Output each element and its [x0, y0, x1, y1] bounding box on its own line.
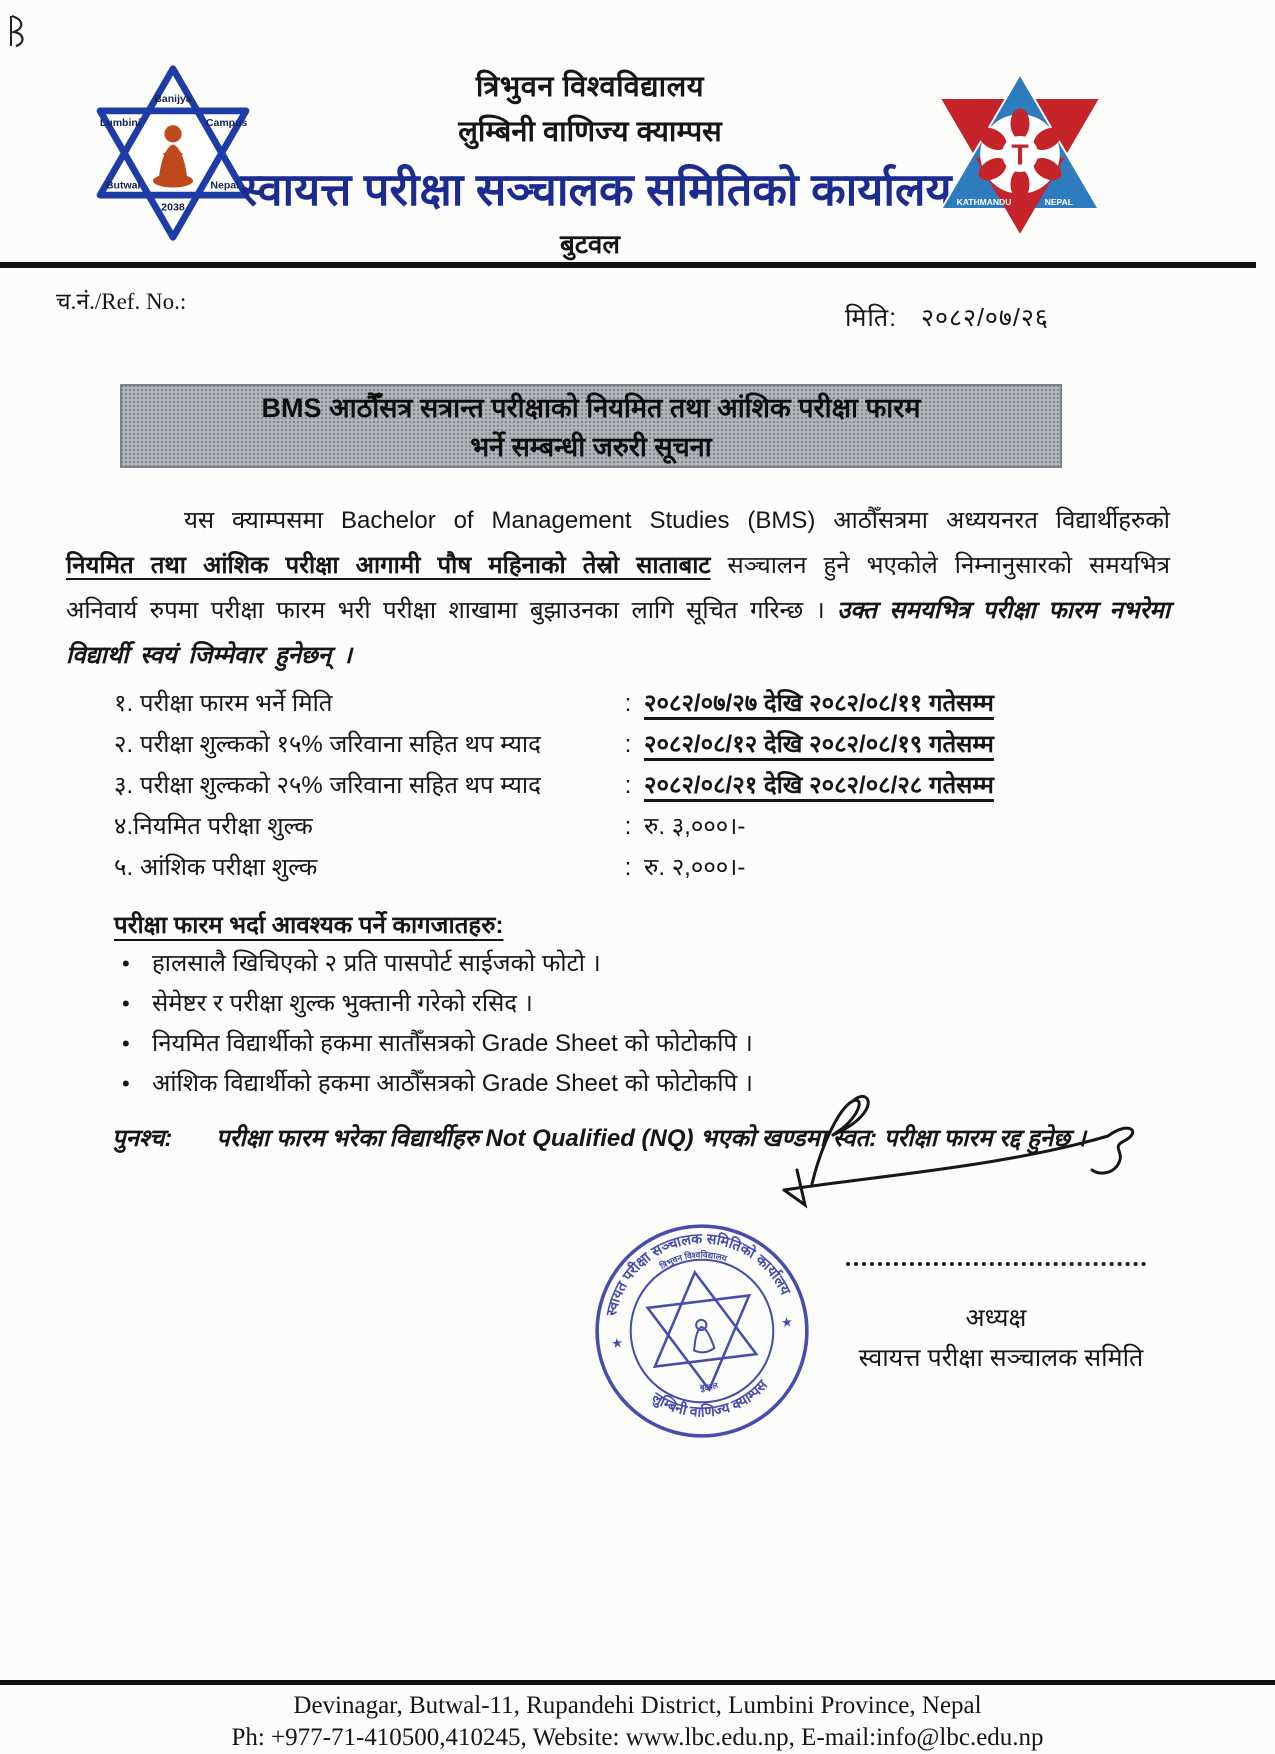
row-colon: : — [624, 813, 632, 840]
row-label: आंशिक परीक्षा शुल्क — [139, 854, 318, 881]
signature-dotted-line — [846, 1262, 1146, 1266]
row-value: २०८२/०७/२७ देखि २०८२/०८/११ गतेसम्म — [644, 690, 994, 717]
postscript-seg2: भएको खण्डमा स्वत: परीक्षा फारम रद्द हुनेछ । — [693, 1125, 1086, 1152]
stamp-office-text: स्वायत परीक्षा सञ्चालक समितिको कार्यालय — [603, 1231, 794, 1318]
row-value: २०८२/०८/१२ देखि २०८२/०८/१९ गतेसम्म — [644, 731, 994, 758]
row-colon: : — [624, 731, 632, 758]
schedule-row — [114, 850, 1164, 891]
signatory-committee: स्वायत्त परीक्षा सञ्चालक समिति — [858, 1344, 1144, 1372]
campus-name: लुम्बिनी वाणिज्य क्याम्पस — [458, 116, 722, 148]
campus-logo — [82, 62, 264, 244]
campus-logo-label-year: 2038 — [161, 201, 185, 214]
row-label: परीक्षा शुल्कको १५% जरिवाना सहित थप म्याद — [139, 731, 541, 758]
postscript-seg1: परीक्षा फारम भरेका विद्यार्थीहरु — [216, 1125, 486, 1152]
row-label: नियमित परीक्षा शुल्क — [133, 813, 313, 840]
stamp-university-text: त्रिभुवन विश्वविद्यालय — [658, 1249, 729, 1272]
schedule-row — [114, 809, 1164, 850]
notice-title-box — [120, 384, 1062, 468]
notice-title-line1: BMS आठौँसत्र सत्रान्त परीक्षाको नियमित तथा आंशिक परीक्षा फारम — [261, 393, 921, 423]
city-name: बुटवल — [559, 229, 621, 259]
row-value: रु. २,०००।- — [644, 854, 746, 881]
signature-scribble — [726, 1072, 1162, 1218]
list-item — [122, 1026, 1122, 1066]
letterhead — [240, 66, 952, 261]
campus-logo-label-banijya: Banijya — [154, 93, 192, 106]
schedule-row — [114, 727, 1164, 768]
row-value: रु. ३,०००।- — [644, 813, 746, 840]
row-value: २०८२/०८/२१ देखि २०८२/०८/२८ गतेसम्म — [644, 772, 994, 799]
tribhuvan-university-logo — [930, 68, 1110, 240]
bullet-icon: • — [122, 991, 130, 1016]
date-line — [845, 300, 1049, 334]
row-number: ४. — [114, 813, 134, 840]
stamp-star-right: ★ — [780, 1314, 794, 1331]
signatory-role: अध्यक्ष — [965, 1304, 1027, 1332]
row-number: २. — [114, 731, 134, 758]
list-item-text: नियमित विद्यार्थीको हकमा सातौँसत्रको Grade Sheet को फोटोकपि । — [152, 1030, 753, 1057]
row-number: ५. — [114, 854, 134, 881]
header-divider-rule — [0, 262, 1256, 268]
footer-divider-rule — [0, 1680, 1275, 1685]
campus-logo-label-campus: Campus — [205, 117, 248, 130]
stamp-star-left: ★ — [610, 1334, 624, 1352]
para-middle: सञ्चालन हुने भएकोले निम्नानुसारको समयभित्र अनिवार्य रुपमा परीक्षा फारम भरी परीक्षा शाखामा बुझाउनका लागि सूचित गरिन्छ । — [66, 552, 1170, 624]
documents-heading: परीक्षा फारम भर्दा आवश्यक पर्ने कागजातहरु: — [114, 912, 504, 939]
campus-logo-label-butwal: Butwal — [105, 179, 141, 192]
para-underlined-dates: नियमित तथा आंशिक परीक्षा आगामी पौष महिनाको तेस्रो साताबाट — [66, 552, 711, 579]
row-number: ३. — [114, 772, 134, 799]
schedule-row — [114, 768, 1164, 809]
row-colon: : — [624, 854, 632, 881]
list-item — [122, 986, 1122, 1026]
footer-contact: Ph: +977-71-410500,410245, Website: www.lbc.edu.np, E-mail:info@lbc.edu.np — [231, 1724, 1044, 1751]
list-item — [122, 946, 1122, 986]
campus-logo-label-nepal: Nepal — [210, 179, 240, 192]
office-stamp — [577, 1205, 827, 1457]
row-number: १. — [114, 690, 134, 717]
bullet-icon: • — [122, 1031, 130, 1056]
list-item-text: हालसालै खिचिएको २ प्रति पासपोर्ट साईजको फोटो । — [152, 950, 601, 977]
notice-body-paragraph — [66, 498, 1170, 678]
office-name: स्वायत्त परीक्षा सञ्चालक समितिको कार्यालय — [240, 164, 952, 215]
para-intro: यस क्याम्पसमा Bachelor of Management Studies (BMS) आठौँसत्रमा अध्ययनरत विद्यार्थीहरुको — [184, 507, 1170, 534]
date-label: मिति: — [845, 304, 898, 332]
tu-logo-nepal-label: NEPAL — [1044, 197, 1073, 208]
reference-number-label: च.नं./Ref. No.: — [56, 289, 187, 314]
exam-schedule-list — [114, 686, 1164, 891]
schedule-row — [114, 686, 1164, 727]
date-value: २०८२/०७/२६ — [920, 304, 1049, 332]
university-name: त्रिभुवन विश्वविद्यालय — [475, 71, 705, 103]
svg-text:बुटवल — [698, 1381, 720, 1394]
tu-logo-kathmandu-label: KATHMANDU — [956, 197, 1012, 208]
list-item-text: आंशिक विद्यार्थीको हकमा आठौँसत्रको Grade Sheet को फोटोकपि । — [152, 1070, 753, 1097]
notice-title-line2: भर्ने सम्बन्धी जरुरी सूचना — [470, 432, 712, 462]
list-item-text: सेमेष्टर र परीक्षा शुल्क भुक्तानी गरेको रसिद । — [152, 990, 533, 1017]
row-label: परीक्षा फारम भर्ने मिति — [139, 690, 333, 717]
row-colon: : — [624, 772, 632, 799]
scan-artifact-mark — [8, 14, 30, 48]
tu-logo-monogram: T — [1011, 139, 1029, 172]
row-colon: : — [624, 690, 632, 717]
stamp-city-text: बुटवल — [699, 1380, 719, 1393]
bullet-icon: • — [122, 951, 130, 976]
campus-logo-label-lumbini: Lumbini — [99, 117, 141, 130]
bullet-icon: • — [122, 1071, 130, 1096]
row-label: परीक्षा शुल्कको २५% जरिवाना सहित थप म्याद — [139, 772, 541, 799]
postscript-nq: Not Qualified (NQ) — [485, 1125, 694, 1152]
postscript-label: पुनश्च: — [112, 1125, 173, 1152]
stamp-campus-text: लुम्बिनी वाणिज्य क्याम्पस — [648, 1377, 772, 1421]
footer-address: Devinagar, Butwal-11, Rupandehi District, Lumbini Province, Nepal — [293, 1692, 982, 1719]
para-warning-italic: उक्त समयभित्र परीक्षा फारम नभरेमा विद्यार्थी स्वयं जिम्मेवार हुनेछन् । — [66, 597, 1170, 669]
